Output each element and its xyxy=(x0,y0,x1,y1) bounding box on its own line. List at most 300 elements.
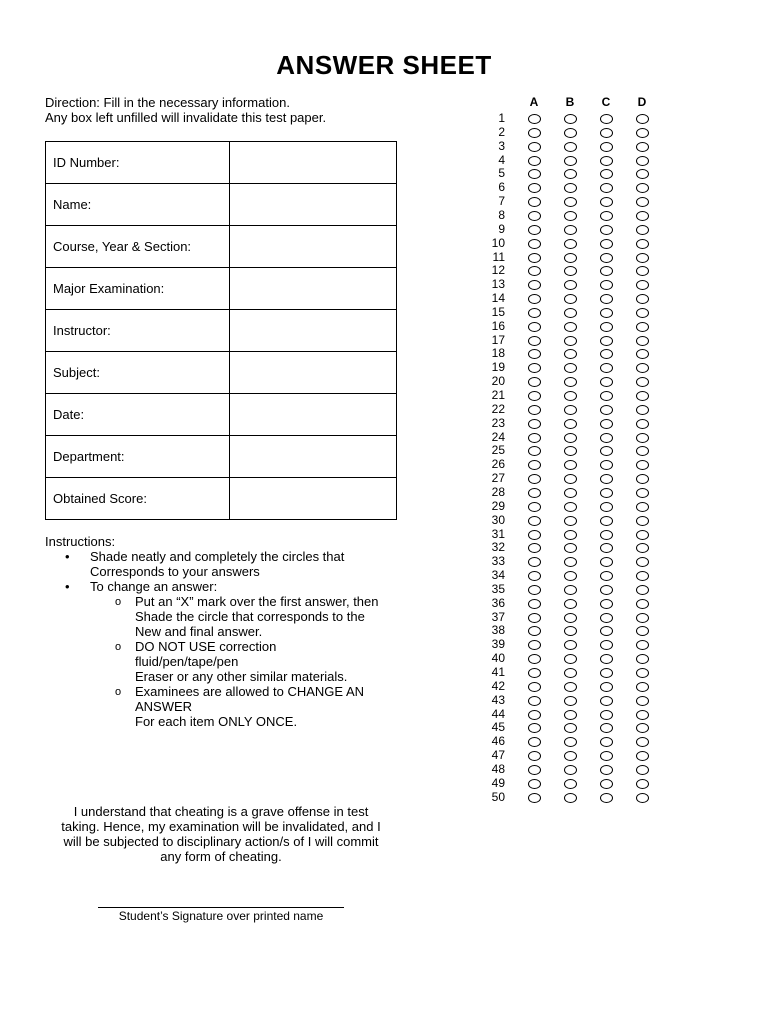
instruction-sub-3 xyxy=(45,684,405,729)
answer-bubble-b[interactable] xyxy=(564,405,577,415)
instruction-line: fluid/pen/tape/pen xyxy=(135,654,239,669)
answer-bubble-d[interactable] xyxy=(636,128,649,138)
answer-bubble-a[interactable] xyxy=(528,654,541,664)
answer-bubble-a[interactable] xyxy=(528,710,541,720)
instruction-bullet-1 xyxy=(45,549,405,579)
answer-bubble-a[interactable] xyxy=(528,183,541,193)
answer-bubble-a[interactable] xyxy=(528,543,541,553)
answer-bubble-b[interactable] xyxy=(564,793,577,803)
answer-bubble-a[interactable] xyxy=(528,266,541,276)
item-number: 7 xyxy=(498,194,505,209)
answer-bubble-d[interactable] xyxy=(636,668,649,678)
answer-bubble-d[interactable] xyxy=(636,211,649,221)
answer-bubble-d[interactable] xyxy=(636,446,649,456)
answer-bubble-a[interactable] xyxy=(528,197,541,207)
instruction-line: Corresponds to your answers xyxy=(90,564,260,579)
answer-bubble-b[interactable] xyxy=(564,142,577,152)
answer-bubble-a[interactable] xyxy=(528,460,541,470)
answer-bubble-c[interactable] xyxy=(600,280,613,290)
info-value-field[interactable] xyxy=(230,310,397,352)
answer-bubble-b[interactable] xyxy=(564,197,577,207)
answer-bubble-d[interactable] xyxy=(636,377,649,387)
answer-bubble-d[interactable] xyxy=(636,765,649,775)
instruction-line: To change an answer: xyxy=(90,579,218,594)
answer-bubble-c[interactable] xyxy=(600,543,613,553)
answer-bubble-d[interactable] xyxy=(636,197,649,207)
answer-bubble-b[interactable] xyxy=(564,474,577,484)
option-header-a: A xyxy=(529,95,539,109)
answer-bubble-a[interactable] xyxy=(528,682,541,692)
answer-bubble-c[interactable] xyxy=(600,488,613,498)
info-value-field[interactable] xyxy=(230,142,397,184)
info-row xyxy=(46,478,397,520)
answer-bubble-b[interactable] xyxy=(564,114,577,124)
answer-bubble-b[interactable] xyxy=(564,156,577,166)
instruction-line: DO NOT USE correction xyxy=(135,639,277,654)
answer-bubble-d[interactable] xyxy=(636,266,649,276)
item-number: 17 xyxy=(491,332,505,347)
answer-bubble-a[interactable] xyxy=(528,571,541,581)
answer-bubble-b[interactable] xyxy=(564,779,577,789)
answer-bubble-c[interactable] xyxy=(600,128,613,138)
info-label: Date: xyxy=(46,394,230,436)
answer-bubble-d[interactable] xyxy=(636,322,649,332)
info-label: ID Number: xyxy=(46,142,230,184)
item-number: 33 xyxy=(491,554,505,569)
answer-bubble-d[interactable] xyxy=(636,543,649,553)
signature-line[interactable] xyxy=(98,907,344,908)
item-number: 2 xyxy=(498,124,505,139)
answer-bubble-b[interactable] xyxy=(564,322,577,332)
item-number: 23 xyxy=(491,415,505,430)
answer-bubble-a[interactable] xyxy=(528,696,541,706)
answer-bubble-b[interactable] xyxy=(564,654,577,664)
answer-bubble-d[interactable] xyxy=(636,793,649,803)
answer-bubble-a[interactable] xyxy=(528,613,541,623)
item-number: 11 xyxy=(492,249,505,264)
answer-bubble-b[interactable] xyxy=(564,239,577,249)
answer-bubble-b[interactable] xyxy=(564,696,577,706)
answer-bubble-b[interactable] xyxy=(564,571,577,581)
answer-bubble-c[interactable] xyxy=(600,433,613,443)
answer-bubble-a[interactable] xyxy=(528,668,541,678)
honesty-pledge xyxy=(45,804,397,864)
answer-bubble-d[interactable] xyxy=(636,419,649,429)
answer-bubble-c[interactable] xyxy=(600,211,613,221)
answer-bubble-a[interactable] xyxy=(528,640,541,650)
instruction-line: For each item ONLY ONCE. xyxy=(135,714,298,729)
answer-bubble-a[interactable] xyxy=(528,239,541,249)
info-row xyxy=(46,352,397,394)
info-row xyxy=(46,226,397,268)
answer-bubble-c[interactable] xyxy=(600,225,613,235)
answer-bubble-a[interactable] xyxy=(528,114,541,124)
answer-bubble-b[interactable] xyxy=(564,626,577,636)
answer-bubble-c[interactable] xyxy=(600,169,613,179)
info-row xyxy=(46,310,397,352)
info-row xyxy=(46,184,397,226)
answer-bubble-c[interactable] xyxy=(600,294,613,304)
answer-bubble-c[interactable] xyxy=(600,322,613,332)
answer-bubble-b[interactable] xyxy=(564,169,577,179)
info-value-field[interactable] xyxy=(230,184,397,226)
direction-text xyxy=(45,95,326,125)
answer-bubble-d[interactable] xyxy=(636,737,649,747)
instructions-section xyxy=(45,534,405,729)
answer-bubble-c[interactable] xyxy=(600,668,613,678)
answer-bubble-a[interactable] xyxy=(528,391,541,401)
answer-bubble-d[interactable] xyxy=(636,640,649,650)
item-number: 16 xyxy=(491,318,505,333)
answer-bubble-d[interactable] xyxy=(636,280,649,290)
item-number: 36 xyxy=(491,595,505,610)
answer-bubble-a[interactable] xyxy=(528,530,541,540)
info-label: Department: xyxy=(46,436,230,478)
item-number: 4 xyxy=(498,152,505,167)
answer-bubble-b[interactable] xyxy=(564,253,577,263)
answer-bubble-b[interactable] xyxy=(564,336,577,346)
page-title: ANSWER SHEET xyxy=(276,50,492,80)
answer-bubble-d[interactable] xyxy=(636,599,649,609)
answer-bubble-b[interactable] xyxy=(564,502,577,512)
item-number: 3 xyxy=(498,138,505,153)
item-number: 44 xyxy=(491,706,505,721)
item-number: 13 xyxy=(491,277,505,292)
answer-bubble-d[interactable] xyxy=(636,363,649,373)
info-value-field[interactable] xyxy=(230,268,397,310)
item-number: 27 xyxy=(491,471,505,486)
answer-bubble-d[interactable] xyxy=(636,613,649,623)
answer-bubble-b[interactable] xyxy=(564,543,577,553)
answer-bubble-d[interactable] xyxy=(636,225,649,235)
instruction-sub-2 xyxy=(45,639,405,684)
answer-bubble-c[interactable] xyxy=(600,156,613,166)
answer-bubble-b[interactable] xyxy=(564,280,577,290)
item-number: 29 xyxy=(491,498,505,513)
answer-bubble-c[interactable] xyxy=(600,557,613,567)
answer-bubble-c[interactable] xyxy=(600,114,613,124)
item-number: 15 xyxy=(491,304,505,319)
answer-bubble-b[interactable] xyxy=(564,751,577,761)
answer-bubble-b[interactable] xyxy=(564,294,577,304)
answer-bubble-d[interactable] xyxy=(636,156,649,166)
answer-bubble-a[interactable] xyxy=(528,516,541,526)
item-number: 19 xyxy=(491,360,505,375)
answer-bubble-b[interactable] xyxy=(564,377,577,387)
answer-bubble-a[interactable] xyxy=(528,751,541,761)
answer-bubble-d[interactable] xyxy=(636,183,649,193)
answer-bubble-a[interactable] xyxy=(528,585,541,595)
answer-bubble-b[interactable] xyxy=(564,391,577,401)
answer-bubble-b[interactable] xyxy=(564,266,577,276)
answer-bubble-c[interactable] xyxy=(600,446,613,456)
answer-bubble-c[interactable] xyxy=(600,779,613,789)
answer-bubble-c[interactable] xyxy=(600,377,613,387)
answer-bubble-c[interactable] xyxy=(600,308,613,318)
instruction-line: Put an “X” mark over the first answer, then xyxy=(135,594,379,609)
answer-bubble-a[interactable] xyxy=(528,557,541,567)
info-label: Major Examination: xyxy=(46,268,230,310)
answer-bubble-a[interactable] xyxy=(528,626,541,636)
pledge-line: taking. Hence, my examination will be invalidated, and I xyxy=(61,819,381,834)
answer-bubble-b[interactable] xyxy=(564,557,577,567)
info-row xyxy=(46,142,397,184)
answer-bubble-c[interactable] xyxy=(600,460,613,470)
answer-bubble-d[interactable] xyxy=(636,474,649,484)
answer-bubble-a[interactable] xyxy=(528,405,541,415)
answer-bubble-b[interactable] xyxy=(564,599,577,609)
answer-bubble-a[interactable] xyxy=(528,336,541,346)
answer-bubble-b[interactable] xyxy=(564,723,577,733)
answer-bubble-a[interactable] xyxy=(528,253,541,263)
item-number: 10 xyxy=(491,235,505,250)
item-number: 25 xyxy=(491,443,505,458)
info-label: Instructor: xyxy=(46,310,230,352)
item-number: 34 xyxy=(491,568,505,583)
answer-bubble-c[interactable] xyxy=(600,363,613,373)
item-number: 37 xyxy=(491,609,505,624)
instruction-bullet-2 xyxy=(45,579,405,594)
item-number: 22 xyxy=(491,401,505,416)
answer-bubble-a[interactable] xyxy=(528,737,541,747)
answer-bubble-d[interactable] xyxy=(636,294,649,304)
answer-bubble-b[interactable] xyxy=(564,349,577,359)
answer-bubble-d[interactable] xyxy=(636,626,649,636)
answer-bubble-a[interactable] xyxy=(528,363,541,373)
answer-bubble-c[interactable] xyxy=(600,530,613,540)
answer-bubble-a[interactable] xyxy=(528,294,541,304)
answer-bubble-c[interactable] xyxy=(600,682,613,692)
option-header-c: C xyxy=(601,95,611,109)
answer-bubble-d[interactable] xyxy=(636,516,649,526)
item-number: 18 xyxy=(491,346,505,361)
info-label: Subject: xyxy=(46,352,230,394)
item-number: 24 xyxy=(491,429,505,444)
item-number: 12 xyxy=(491,263,505,278)
answer-bubble-b[interactable] xyxy=(564,211,577,221)
answer-bubble-d[interactable] xyxy=(636,502,649,512)
answer-bubble-a[interactable] xyxy=(528,502,541,512)
answer-bubble-d[interactable] xyxy=(636,253,649,263)
answer-bubble-c[interactable] xyxy=(600,183,613,193)
answer-bubble-c[interactable] xyxy=(600,793,613,803)
answer-bubble-a[interactable] xyxy=(528,156,541,166)
answer-bubble-a[interactable] xyxy=(528,128,541,138)
info-value-field[interactable] xyxy=(230,478,397,520)
answer-bubble-a[interactable] xyxy=(528,211,541,221)
answer-bubble-a[interactable] xyxy=(528,169,541,179)
item-number: 46 xyxy=(491,734,505,749)
direction-line-1: Direction: Fill in the necessary information. xyxy=(45,95,290,110)
item-number: 31 xyxy=(491,526,505,541)
answer-bubble-a[interactable] xyxy=(528,322,541,332)
answer-bubble-b[interactable] xyxy=(564,710,577,720)
answer-bubble-c[interactable] xyxy=(600,474,613,484)
answer-bubble-b[interactable] xyxy=(564,308,577,318)
answer-bubble-b[interactable] xyxy=(564,225,577,235)
info-value-field[interactable] xyxy=(230,352,397,394)
info-value-field[interactable] xyxy=(230,394,397,436)
answer-bubble-c[interactable] xyxy=(600,253,613,263)
option-header-b: B xyxy=(565,95,575,109)
item-number: 30 xyxy=(491,512,505,527)
direction-line-2: Any box left unfilled will invalidate this test paper. xyxy=(45,110,327,125)
item-number: 28 xyxy=(491,484,505,499)
item-number: 50 xyxy=(491,789,505,804)
answer-bubble-c[interactable] xyxy=(600,599,613,609)
answer-bubble-b[interactable] xyxy=(564,433,577,443)
answer-bubble-d[interactable] xyxy=(636,723,649,733)
answer-bubble-a[interactable] xyxy=(528,765,541,775)
answer-bubble-a[interactable] xyxy=(528,433,541,443)
info-row xyxy=(46,394,397,436)
answer-bubble-b[interactable] xyxy=(564,419,577,429)
item-number: 32 xyxy=(491,540,505,555)
answer-bubble-a[interactable] xyxy=(528,488,541,498)
info-label: Obtained Score: xyxy=(46,478,230,520)
answer-bubble-c[interactable] xyxy=(600,626,613,636)
answer-bubble-d[interactable] xyxy=(636,751,649,761)
answer-bubble-a[interactable] xyxy=(528,446,541,456)
answer-bubble-d[interactable] xyxy=(636,710,649,720)
answer-bubble-c[interactable] xyxy=(600,585,613,595)
answer-bubble-c[interactable] xyxy=(600,142,613,152)
answer-bubble-b[interactable] xyxy=(564,613,577,623)
instruction-sub-1 xyxy=(45,594,405,639)
item-number: 43 xyxy=(491,692,505,707)
answer-bubble-c[interactable] xyxy=(600,640,613,650)
answer-bubble-d[interactable] xyxy=(636,349,649,359)
answer-bubble-d[interactable] xyxy=(636,405,649,415)
answer-bubble-c[interactable] xyxy=(600,419,613,429)
answer-bubble-b[interactable] xyxy=(564,128,577,138)
answer-bubble-b[interactable] xyxy=(564,585,577,595)
pledge-line: any form of cheating. xyxy=(160,849,282,864)
item-number: 9 xyxy=(498,221,505,236)
answer-bubble-d[interactable] xyxy=(636,779,649,789)
answer-bubble-c[interactable] xyxy=(600,349,613,359)
answer-bubble-a[interactable] xyxy=(528,308,541,318)
answer-bubble-c[interactable] xyxy=(600,502,613,512)
info-row xyxy=(46,268,397,310)
answer-bubble-a[interactable] xyxy=(528,377,541,387)
option-header-d: D xyxy=(637,95,647,109)
answer-bubble-a[interactable] xyxy=(528,474,541,484)
answer-bubble-c[interactable] xyxy=(600,266,613,276)
answer-bubble-c[interactable] xyxy=(600,613,613,623)
instruction-line: New and final answer. xyxy=(135,624,263,639)
answer-bubble-b[interactable] xyxy=(564,516,577,526)
answer-bubble-d[interactable] xyxy=(636,682,649,692)
answer-bubble-b[interactable] xyxy=(564,682,577,692)
answer-bubble-d[interactable] xyxy=(636,433,649,443)
answer-bubble-d[interactable] xyxy=(636,557,649,567)
instruction-line: Examinees are allowed to CHANGE AN xyxy=(135,684,365,699)
answer-bubble-c[interactable] xyxy=(600,696,613,706)
answer-bubble-a[interactable] xyxy=(528,280,541,290)
info-label: Name: xyxy=(46,184,230,226)
answer-bubble-b[interactable] xyxy=(564,460,577,470)
answer-bubble-a[interactable] xyxy=(528,723,541,733)
answer-bubble-b[interactable] xyxy=(564,737,577,747)
answer-bubble-c[interactable] xyxy=(600,197,613,207)
item-number: 8 xyxy=(498,207,505,222)
answer-bubble-b[interactable] xyxy=(564,530,577,540)
answer-bubble-c[interactable] xyxy=(600,239,613,249)
answer-bubble-d[interactable] xyxy=(636,169,649,179)
instruction-line: Shade neatly and completely the circles that xyxy=(90,549,345,564)
answer-bubble-d[interactable] xyxy=(636,460,649,470)
answer-bubble-d[interactable] xyxy=(636,571,649,581)
answer-bubble-a[interactable] xyxy=(528,793,541,803)
answer-bubble-c[interactable] xyxy=(600,710,613,720)
bullet-dot: • xyxy=(65,549,70,564)
answer-bubble-d[interactable] xyxy=(636,585,649,595)
instruction-line: Shade the circle that corresponds to the xyxy=(135,609,365,624)
answer-bubble-c[interactable] xyxy=(600,751,613,761)
item-number: 41 xyxy=(491,665,505,679)
answer-bubble-d[interactable] xyxy=(636,530,649,540)
instructions-heading: Instructions: xyxy=(45,534,116,549)
answer-bubble-b[interactable] xyxy=(564,640,577,650)
signature-caption: Student’s Signature over printed name xyxy=(118,909,324,923)
answer-bubble-d[interactable] xyxy=(636,488,649,498)
answer-bubble-a[interactable] xyxy=(528,779,541,789)
answer-bubble-c[interactable] xyxy=(600,737,613,747)
answer-bubble-c[interactable] xyxy=(600,765,613,775)
answer-bubble-c[interactable] xyxy=(600,516,613,526)
answer-bubble-b[interactable] xyxy=(564,668,577,678)
bullet-dot: • xyxy=(65,579,70,594)
item-number: 5 xyxy=(498,166,505,181)
info-row xyxy=(46,436,397,478)
sub-bullet-o: o xyxy=(115,596,122,608)
answer-bubble-c[interactable] xyxy=(600,723,613,733)
answer-bubble-c[interactable] xyxy=(600,571,613,581)
item-number: 47 xyxy=(491,748,505,763)
item-number: 14 xyxy=(491,291,505,306)
pledge-line: I understand that cheating is a grave offense in test xyxy=(73,804,369,819)
student-info-table xyxy=(45,141,397,520)
answer-bubble-d[interactable] xyxy=(636,654,649,664)
sub-bullet-o: o xyxy=(115,686,122,698)
answer-bubble-c[interactable] xyxy=(600,336,613,346)
answer-bubble-d[interactable] xyxy=(636,142,649,152)
answer-bubble-b[interactable] xyxy=(564,183,577,193)
answer-bubble-b[interactable] xyxy=(564,488,577,498)
info-value-field[interactable] xyxy=(230,226,397,268)
answer-bubble-d[interactable] xyxy=(636,336,649,346)
answer-bubble-a[interactable] xyxy=(528,142,541,152)
answer-bubble-d[interactable] xyxy=(636,308,649,318)
answer-bubble-c[interactable] xyxy=(600,405,613,415)
info-value-field[interactable] xyxy=(230,436,397,478)
answer-bubble-a[interactable] xyxy=(528,225,541,235)
answer-bubble-a[interactable] xyxy=(528,599,541,609)
answer-bubble-c[interactable] xyxy=(600,654,613,664)
answer-bubble-d[interactable] xyxy=(636,391,649,401)
answer-bubble-d[interactable] xyxy=(636,239,649,249)
answer-bubble-d[interactable] xyxy=(636,114,649,124)
answer-bubble-a[interactable] xyxy=(528,349,541,359)
answer-bubble-d[interactable] xyxy=(636,696,649,706)
sub-bullet-o: o xyxy=(115,641,122,653)
answer-bubble-b[interactable] xyxy=(564,446,577,456)
answer-bubble-b[interactable] xyxy=(564,363,577,373)
answer-bubble-a[interactable] xyxy=(528,419,541,429)
answer-bubble-c[interactable] xyxy=(600,391,613,401)
answer-bubble-b[interactable] xyxy=(564,765,577,775)
